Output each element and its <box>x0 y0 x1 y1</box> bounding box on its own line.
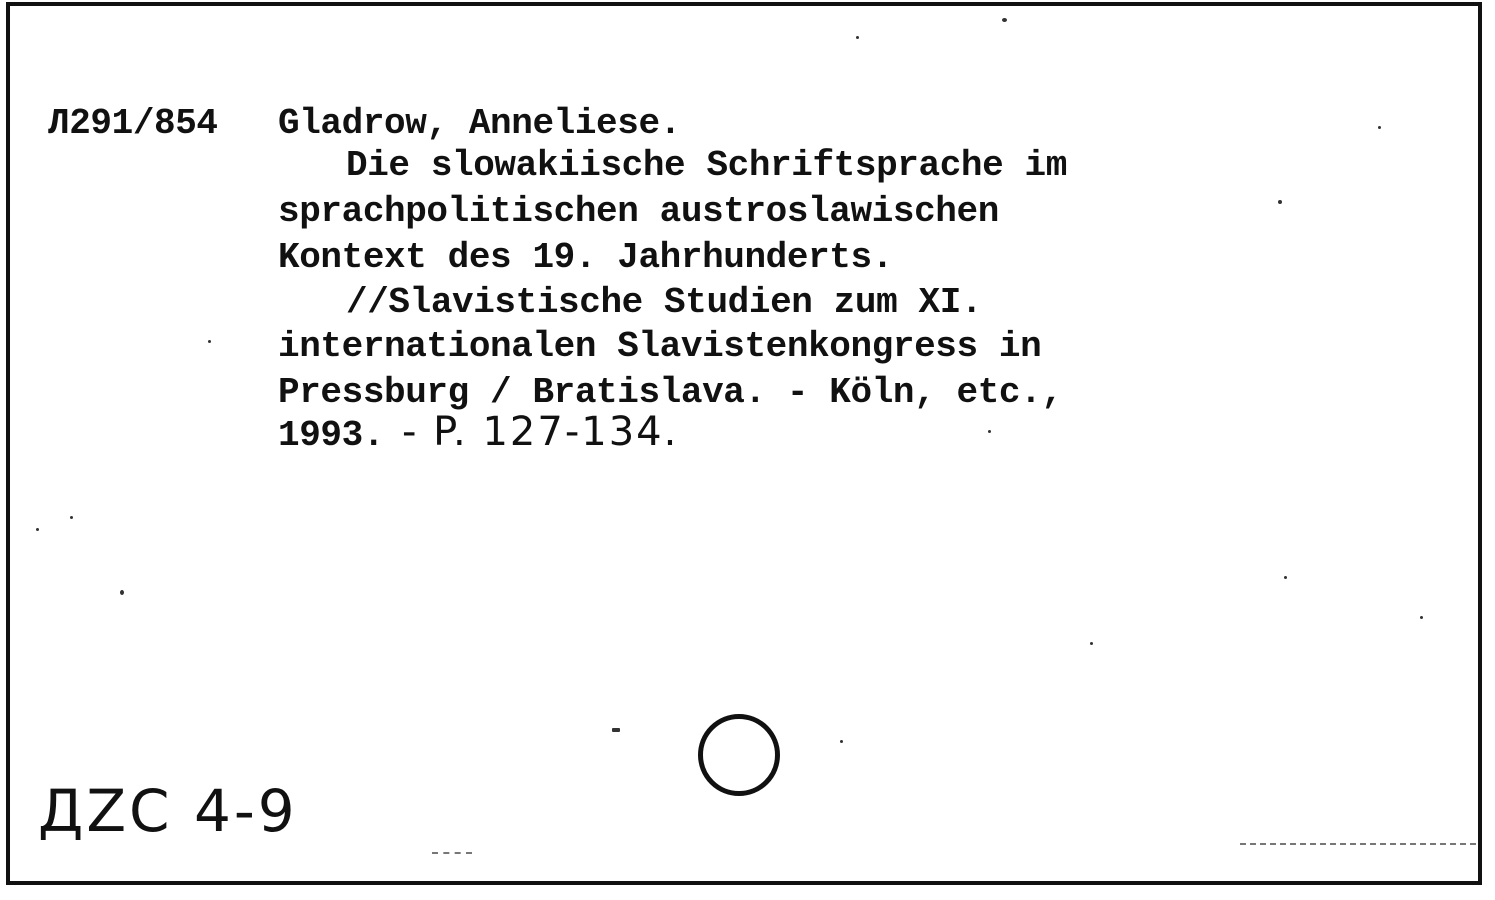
speck <box>1284 576 1287 579</box>
speck <box>120 590 124 595</box>
call-number: Л291/854 <box>48 103 218 144</box>
speck <box>1378 126 1381 129</box>
speck <box>208 340 211 343</box>
series-line-3: Pressburg / Bratislava. - Köln, etc., <box>278 372 1063 413</box>
speck <box>988 430 991 433</box>
speck <box>612 728 620 732</box>
title-line-1: Die slowakiische Schriftsprache im <box>346 145 1067 186</box>
speck <box>1090 642 1093 645</box>
handwritten-shelf-mark: ДZC 4-9 <box>38 777 298 845</box>
series-line-2: internationalen Slavistenkongress in <box>278 326 1042 367</box>
author-heading: Gladrow, Anneliese. <box>278 103 681 144</box>
title-line-3: Kontext des 19. Jahrhunderts. <box>278 237 893 278</box>
bottom-edge-mark <box>432 852 472 855</box>
series-line-1: //Slavistische Studien zum XI. <box>346 282 983 323</box>
speck <box>1002 18 1007 22</box>
title-line-2: sprachpolitischen austroslawischen <box>278 191 999 232</box>
speck <box>840 740 843 743</box>
speck <box>1420 616 1423 619</box>
handwritten-pages: - P. 127-134. <box>402 409 679 455</box>
speck <box>70 516 73 519</box>
speck <box>36 528 39 531</box>
bottom-edge-mark <box>1240 843 1476 846</box>
punch-hole <box>698 714 780 796</box>
speck <box>1278 200 1282 204</box>
publication-year: 1993. <box>278 415 385 456</box>
speck <box>856 36 859 39</box>
